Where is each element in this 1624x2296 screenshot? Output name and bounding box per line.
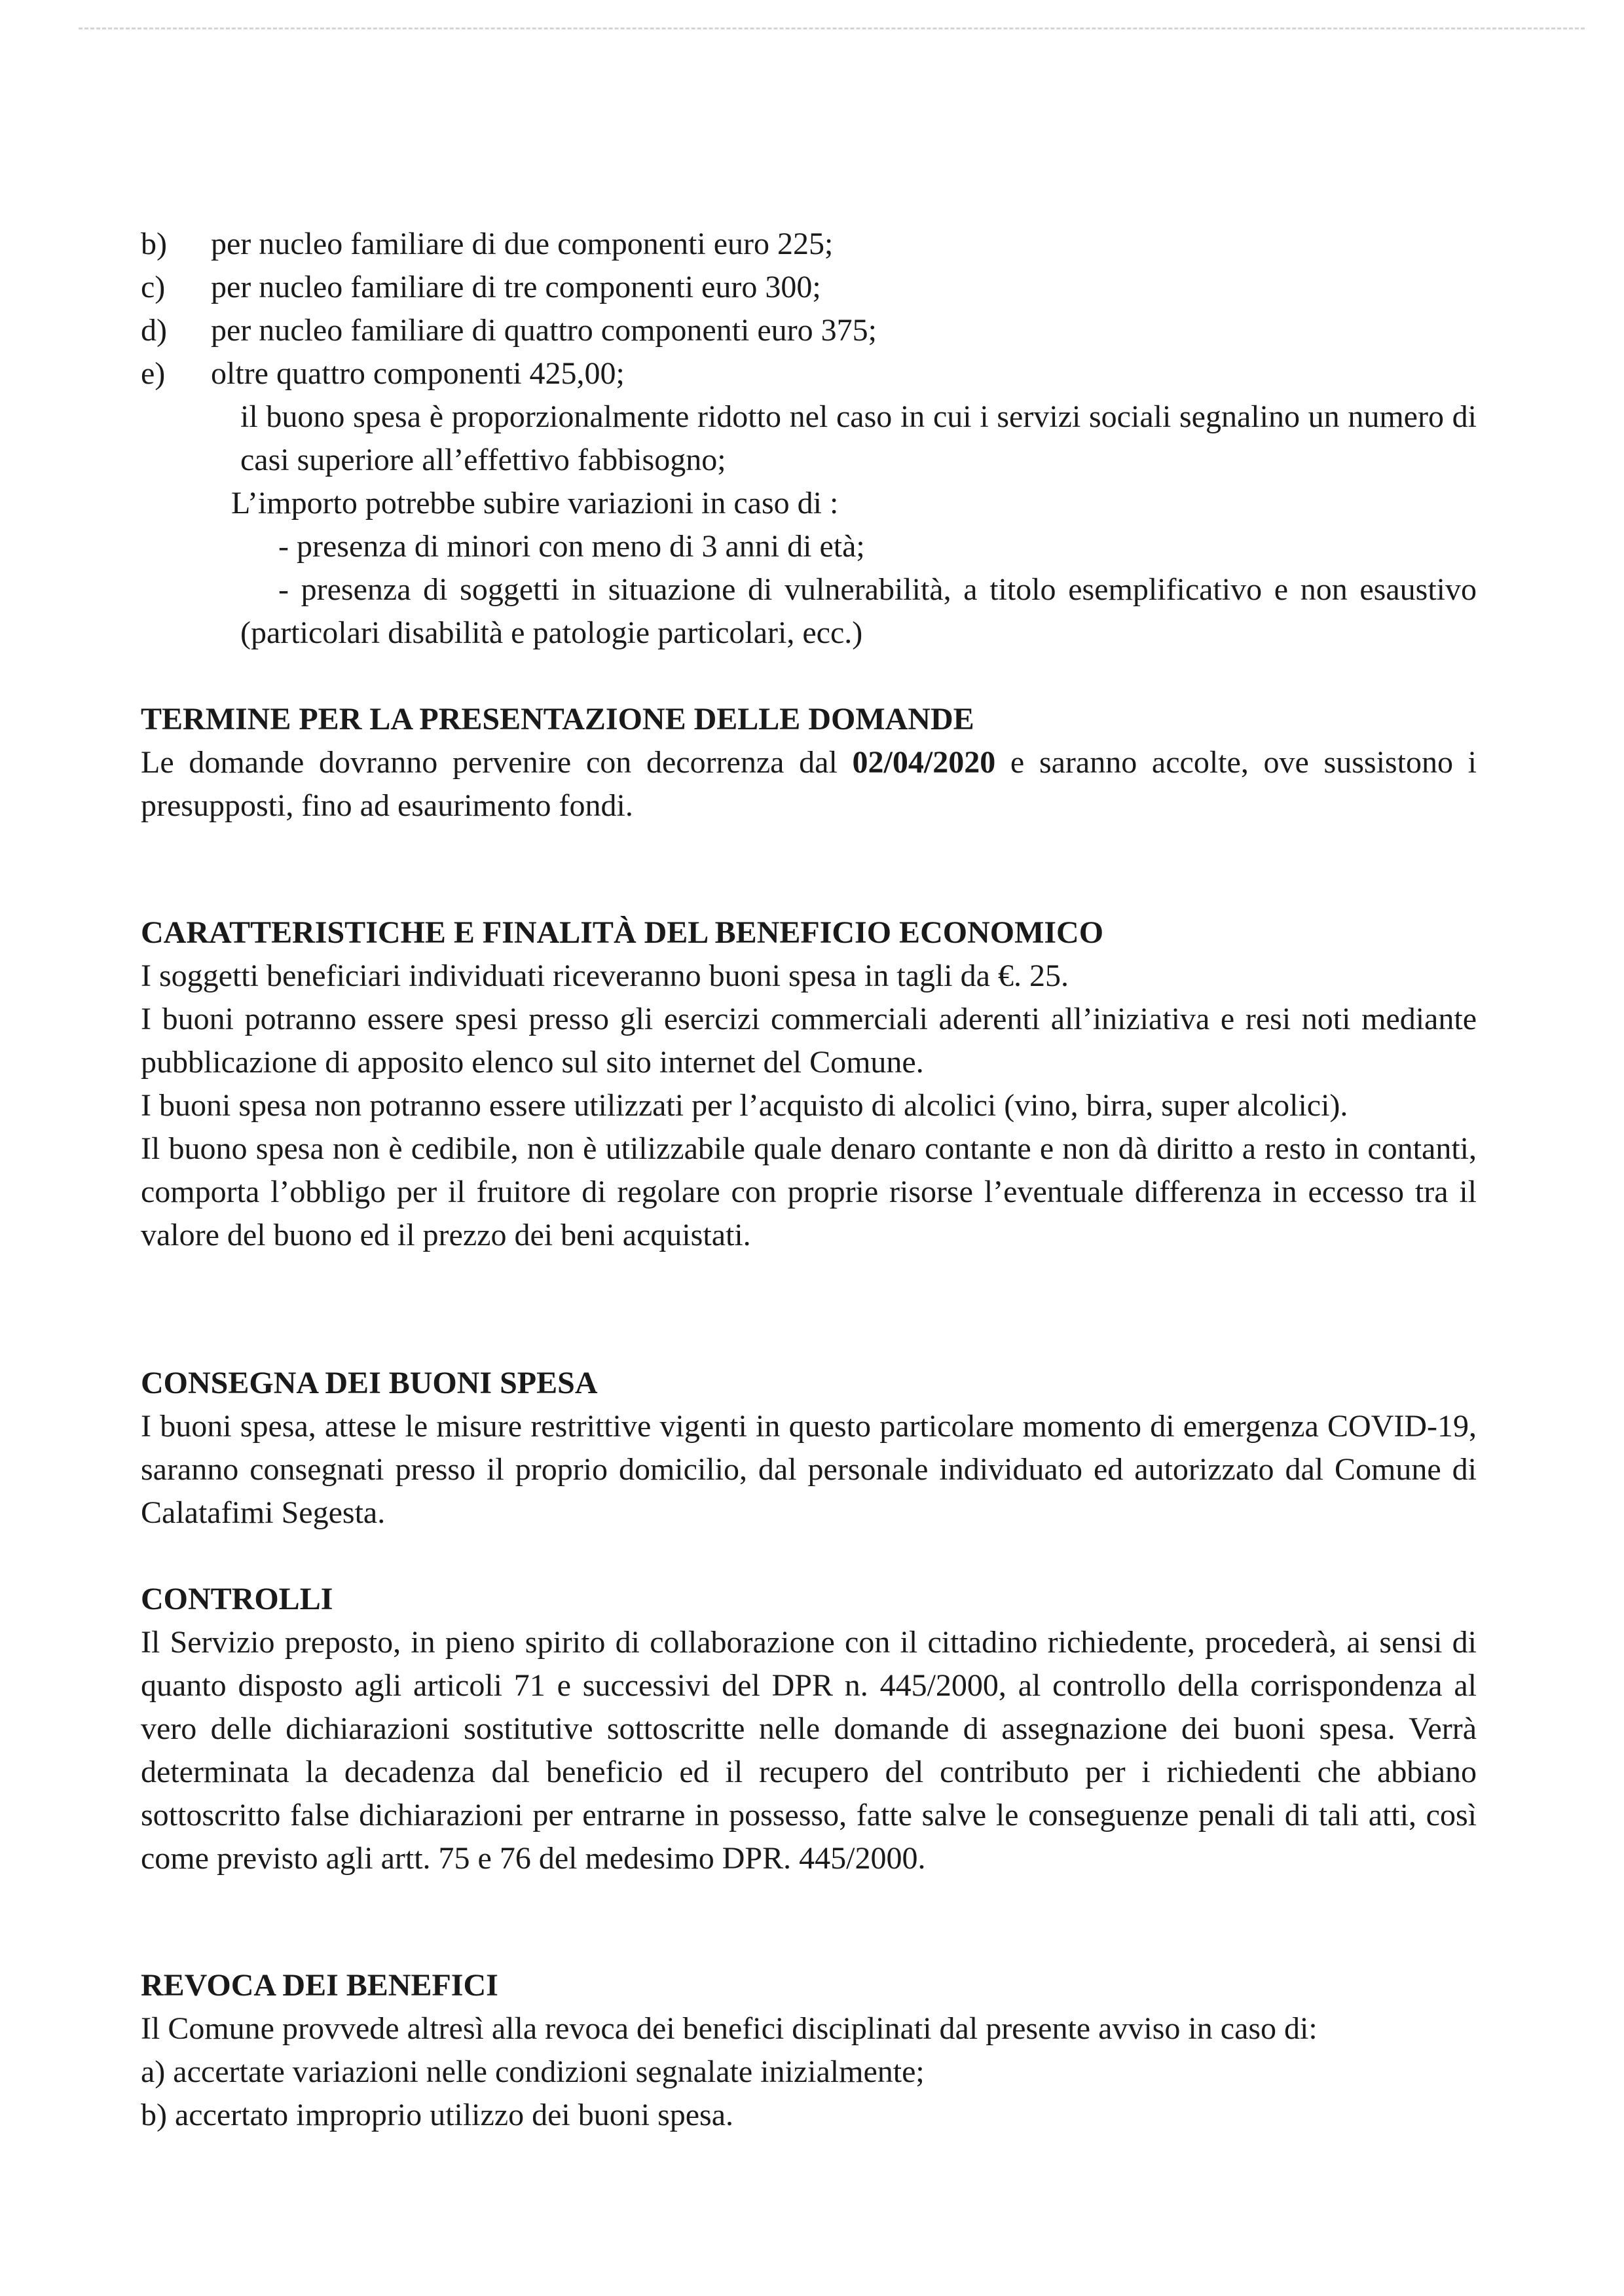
variation-intro: L’importo potrebbe subire variazioni in caso di : xyxy=(231,486,839,520)
list-marker: e) xyxy=(141,356,166,391)
consegna-paragraph: I buoni spesa, attese le misure restrittive vigenti in questo particolare momento di emergenza COVID-19, saranno consegnati presso il proprio domicilio, dal personale individuato ed autorizzato dal Comune di Calatafimi Segesta. xyxy=(141,1409,1477,1530)
termine-text-before: Le domande dovranno pervenire con decorrenza dal xyxy=(141,745,853,780)
termine-date: 02/04/2020 xyxy=(852,745,996,780)
list-marker: c) xyxy=(141,270,166,304)
heading-termine: TERMINE PER LA PRESENTAZIONE DELLE DOMANDE xyxy=(141,702,974,737)
list-item xyxy=(141,309,1477,352)
caratteristiche-p3: I buoni spesa non potranno essere utilizzati per l’acquisto di alcolici (vino, birra, super alcolici). xyxy=(141,1088,1348,1123)
scan-edge-line xyxy=(79,27,1585,29)
caratteristiche-p2: I buoni potranno essere spesi presso gli esercizi commerciali aderenti all’iniziativa e resi noti mediante pubblicazione di apposito elenco sul sito internet del Comune. xyxy=(141,1002,1477,1080)
proportional-note: il buono spesa è proporzionalmente ridotto nel caso in cui i servizi sociali segnalino un numero di casi superiore all’effettivo fabbisogno; xyxy=(240,399,1477,477)
document-page xyxy=(141,223,1477,2137)
termine-paragraph xyxy=(141,741,1477,828)
heading-caratteristiche: CARATTERISTICHE E FINALITÀ DEL BENEFICIO ECONOMICO xyxy=(141,915,1104,950)
list-item xyxy=(141,352,1477,395)
caratteristiche-p4: Il buono spesa non è cedibile, non è utilizzabile quale denaro contante e non dà diritto a resto in contanti, comporta l’obbligo per il fruitore di regolare con proprie risorse l’eventuale differenza in eccesso tra il valore del buono ed il prezzo dei beni acquistati. xyxy=(141,1131,1477,1252)
list-marker: d) xyxy=(141,313,167,348)
heading-consegna: CONSEGNA DEI BUONI SPESA xyxy=(141,1366,598,1400)
revoca-item-b: b) accertato improprio utilizzo dei buoni spesa. xyxy=(141,2098,734,2132)
list-marker: b) xyxy=(141,227,167,261)
list-text: per nucleo familiare di tre componenti euro 300; xyxy=(211,270,821,304)
amount-list xyxy=(141,223,1477,395)
list-text: per nucleo familiare di quattro componenti euro 375; xyxy=(211,313,877,348)
variation-item-minors: - presenza di minori con meno di 3 anni di età; xyxy=(278,529,865,564)
list-text: per nucleo familiare di due componenti euro 225; xyxy=(211,227,834,261)
list-text: oltre quattro componenti 425,00; xyxy=(211,356,625,391)
controlli-paragraph: Il Servizio preposto, in pieno spirito di collaborazione con il cittadino richiedente, procederà, ai sensi di quanto disposto agli articoli 71 e successivi del DPR n. 445/2000, al controllo della corrispondenza al vero delle dichiarazioni sostitutive sottoscritte nelle domande di assegnazione dei buoni spesa. Verrà determinata la decadenza dal beneficio ed il recupero del contributo per i richiedenti che abbiano sottoscritto false dichiarazioni per entrarne in possesso, fatte salve le conseguenze penali di tali atti, così come previsto agli artt. 75 e 76 del medesimo DPR. 445/2000. xyxy=(141,1625,1477,1876)
revoca-intro: Il Comune provvede altresì alla revoca dei benefici disciplinati dal presente avviso in caso di: xyxy=(141,2011,1318,2046)
termine-text-after: e saranno accolte, ove sussistono i presupposti, fino ad esaurimento fondi. xyxy=(141,745,1477,823)
revoca-item-a: a) accertate variazioni nelle condizioni segnalate inizialmente; xyxy=(141,2054,925,2089)
heading-controlli: CONTROLLI xyxy=(141,1582,333,1616)
list-item xyxy=(141,266,1477,309)
caratteristiche-p1: I soggetti beneficiari individuati riceveranno buoni spesa in tagli da €. 25. xyxy=(141,958,1069,993)
variation-item-vulnerability: - presenza di soggetti in situazione di vulnerabilità, a titolo esemplificativo e non esaustivo (particolari disabilità e patologie particolari, ecc.) xyxy=(240,572,1477,650)
heading-revoca: REVOCA DEI BENEFICI xyxy=(141,1968,498,2003)
list-item xyxy=(141,223,1477,266)
